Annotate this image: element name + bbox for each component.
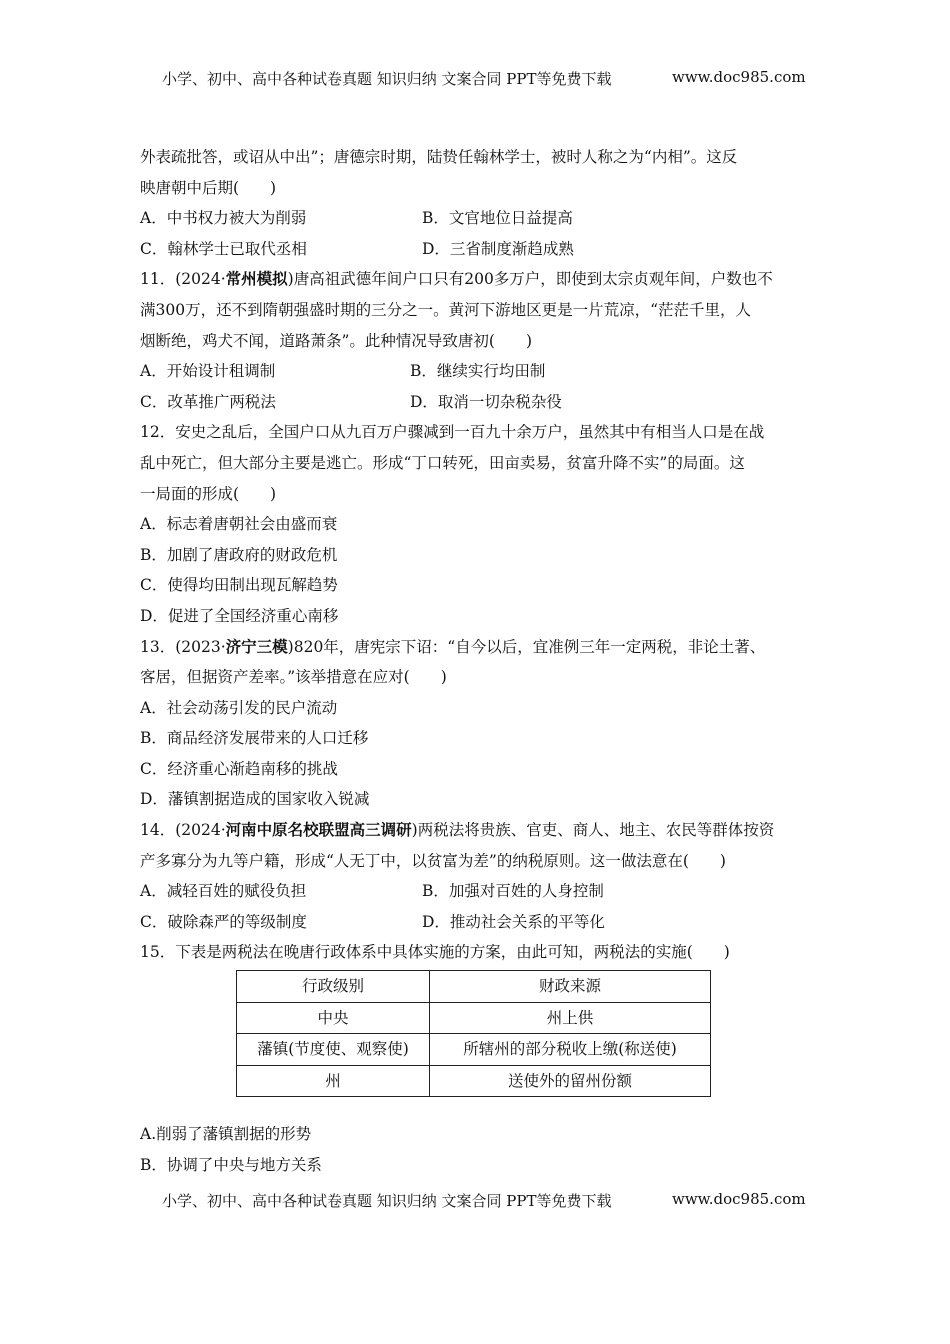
- q11-line2: 满300万，还不到隋朝强盛时期的三分之一。黄河下游地区更是一片荒凉，“茫茫千里，人: [140, 300, 752, 319]
- q11-options-ab: [140, 356, 812, 387]
- table-cell: 送使外的留州份额: [430, 1065, 711, 1097]
- q15-option-a: A.削弱了藩镇割据的形势: [140, 1125, 312, 1144]
- q15-line1: 15．下表是两税法在晚唐行政体系中具体实施的方案，由此可知，两税法的实施( ): [140, 943, 730, 962]
- q12-option-d: D．促进了全国经济重心南移: [140, 606, 339, 625]
- q11-source: 常州模拟: [225, 269, 288, 289]
- page-header: [162, 68, 806, 89]
- q13-option-c: C．经济重心渐趋南移的挑战: [140, 759, 338, 778]
- footer-site: www.doc985.com: [672, 1190, 806, 1208]
- q13-number: 13．(2023·: [140, 637, 226, 656]
- q12-line3: 一局面的形成( ): [140, 484, 277, 503]
- page-footer: [162, 1190, 806, 1211]
- q11-line1: [140, 264, 812, 295]
- table-cell: 所辖州的部分税收上缴(称送使): [430, 1034, 711, 1066]
- q14-option-d: D．推动社会关系的平等化: [422, 912, 605, 931]
- q12-option-a: A．标志着唐朝社会由盛而衰: [140, 515, 338, 534]
- q13-line2: 客居，但据资产差率。”该举措意在应对( ): [140, 668, 447, 687]
- q10-line1: 外表疏批答，或诏从中出”；唐德宗时期，陆贽任翰林学士，被时人称之为“内相”。这反: [140, 148, 738, 166]
- q13-option-a: A．社会动荡引发的民户流动: [140, 698, 338, 717]
- q14-option-c: C．破除森严的等级制度: [140, 912, 307, 931]
- q13-source: 济宁三模: [225, 636, 288, 656]
- table-cell: 藩镇(节度使、观察使): [237, 1034, 430, 1066]
- q10-option-c: C．翰林学士已取代丞相: [140, 239, 307, 258]
- q13-option-d: D．藩镇割据造成的国家收入锐减: [140, 790, 370, 809]
- q14-line2: 产多寡分为九等户籍，形成“人无丁中，以贫富为差”的纳税原则。这一做法意在( ): [140, 851, 726, 870]
- table-header-row: [237, 971, 711, 1003]
- footer-text: 小学、初中、高中各种试卷真题 知识归纳 文案合同 PPT等免费下载: [162, 1192, 612, 1210]
- table-row: [237, 1002, 711, 1034]
- q10-option-b: B．文官地位日益提高: [422, 209, 573, 228]
- q13-option-b: B．商品经济发展带来的人口迁移: [140, 729, 369, 748]
- q11-option-c: C．改革推广两税法: [140, 392, 276, 411]
- q14-options-ab: [140, 876, 812, 907]
- q10-line2: 映唐朝中后期( ): [140, 178, 277, 197]
- q10-option-d: D．三省制度渐趋成熟: [422, 239, 574, 258]
- q14-line1: [140, 815, 812, 846]
- table-cell: 州上供: [430, 1002, 711, 1034]
- table-header-cell: 行政级别: [237, 971, 430, 1003]
- q14-options-cd: [140, 907, 812, 938]
- q13-line1: [140, 632, 812, 663]
- q14-option-b: B．加强对百姓的人身控制: [422, 882, 604, 901]
- q10-options-ab: [140, 203, 812, 234]
- q14-option-a: A．减轻百姓的赋役负担: [140, 882, 307, 901]
- q12-option-b: B．加剧了唐政府的财政危机: [140, 545, 338, 564]
- q14-number: 14．(2024·: [140, 821, 226, 840]
- table-cell: 州: [237, 1065, 430, 1097]
- document-body: [140, 142, 812, 1181]
- q14-source: 河南中原名校联盟高三调研: [225, 820, 412, 840]
- q12-line2: 乱中死亡，但大部分主要是逃亡。形成“丁口转死，田亩卖易，贫富升降不实”的局面。这: [140, 453, 745, 472]
- q14-line1-text: )两税法将贵族、官吏、商人、地主、农民等群体按资: [411, 821, 775, 840]
- q10-options-cd: [140, 234, 812, 265]
- q11-line1-text: )唐高祖武德年间户口只有200多万户，即使到太宗贞观年间，户数也不: [287, 270, 773, 289]
- q12-option-c: C．使得均田制出现瓦解趋势: [140, 576, 338, 595]
- q11-line3: 烟断绝，鸡犬不闻，道路萧条”。此种情况导致唐初( ): [140, 331, 533, 350]
- header-text: 小学、初中、高中各种试卷真题 知识归纳 文案合同 PPT等免费下载: [162, 70, 612, 88]
- header-site: www.doc985.com: [672, 68, 806, 86]
- q11-option-b: B．继续实行均田制: [410, 362, 546, 381]
- q11-option-d: D．取消一切杂税杂役: [410, 392, 562, 411]
- q11-number: 11．(2024·: [140, 270, 226, 289]
- table-row: [237, 1034, 711, 1066]
- table-row: [237, 1065, 711, 1097]
- tax-table: [236, 970, 711, 1097]
- q11-option-a: A．开始设计租调制: [140, 362, 276, 381]
- table-cell: 中央: [237, 1002, 430, 1034]
- table-header-cell: 财政来源: [430, 971, 711, 1003]
- q12-line1: 12．安史之乱后，全国户口从九百万户骤减到一百九十余万户，虽然其中有相当人口是在战: [140, 423, 765, 442]
- q13-line1-text: )820年，唐宪宗下诏：“自今以后，宜准例三年一定两税，非论土著、: [287, 637, 766, 656]
- q15-option-b: B．协调了中央与地方关系: [140, 1156, 322, 1174]
- q11-options-cd: [140, 387, 812, 418]
- q10-option-a: A．中书权力被大为削弱: [140, 209, 307, 228]
